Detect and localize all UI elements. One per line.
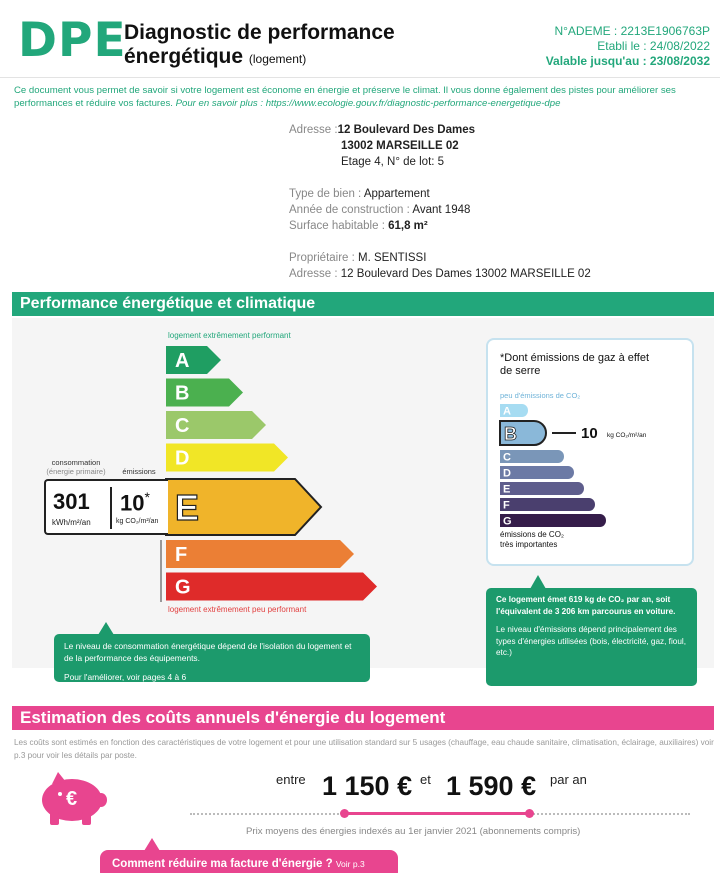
ghg-class-f — [500, 498, 595, 511]
energy-class-label-e: E — [175, 487, 200, 528]
cost-range-min-point — [340, 809, 349, 818]
costs-et: et — [420, 772, 431, 787]
ghg-note: Ce logement émet 619 kg de CO₂ par an, soit l'équivalent de 3 206 km parcourus en voiture. Le niveau d'émissions dépend principalement des types d'énergies utilisées (bois, électricité, gaz, fioul, etc.) — [486, 588, 697, 686]
ghg-class-e — [500, 482, 584, 495]
address-line3: Etage 4, N° de lot: 5 — [341, 156, 445, 168]
ghg-class-label-g: G — [503, 515, 512, 528]
valid-until: Valable jusqu'au : 23/08/2032 — [545, 54, 710, 68]
ghg-class-d — [500, 466, 574, 479]
costs-section-title: Estimation des coûts annuels d'énergie du logement — [12, 706, 714, 730]
costs-min: 1 150 € — [322, 771, 413, 801]
ghg-title: *Dont émissions de gaz à effet de serre — [500, 352, 649, 377]
dpe-logo: DPE — [18, 13, 127, 68]
ghg-top-caption: peu d'émissions de CO₂ — [500, 391, 581, 400]
address-line2: 13002 MARSEILLE 02 — [341, 140, 459, 152]
energy-class-label-a: A — [175, 350, 190, 372]
ademe-number: N°ADEME : 2213E1906763P — [554, 24, 710, 38]
costs-description: Les coûts sont estimés en fonction des caractéristiques de votre logement et pour une utilisation standard sur 5 usages (chauffage, eau chaude sanitaire, climatisation, éclairage, auxiliaires) voir p.3 pour voir les détails par poste. — [14, 738, 714, 760]
ghg-class-label-b: B — [504, 424, 517, 444]
costs-par-an: par an — [550, 772, 587, 787]
energy-class-label-b: B — [175, 382, 190, 405]
ghg-unit: kg CO₂/m²/an — [607, 432, 647, 439]
ghg-class-label-c: C — [503, 451, 511, 464]
ghg-note-pointer — [530, 575, 546, 589]
energy-class-label-d: D — [175, 447, 190, 470]
energy-class-label-g: G — [175, 576, 191, 599]
energy-class-label-c: C — [175, 415, 190, 437]
ghg-value: 10 — [581, 425, 598, 442]
page-title-line2: énergétique (logement) — [124, 45, 307, 68]
cost-range-max-point — [525, 809, 534, 818]
intro-link[interactable]: Pour en savoir plus : https://www.ecologie.gouv.fr/diagnostic-performance-energetique-dpe — [175, 98, 561, 109]
costs-entre: entre — [276, 772, 306, 787]
emissions-unit: kg CO₂/m²/an — [116, 518, 159, 525]
etabli-date: Etabli le : 24/08/2022 — [597, 39, 710, 53]
performance-section-title: Performance énergétique et climatique — [12, 292, 714, 316]
energy-top-caption: logement extrêmement performant — [168, 331, 291, 340]
ghg-class-label-a: A — [503, 405, 511, 418]
costs-max: 1 590 € — [446, 771, 537, 801]
emissions-label: émissions — [122, 467, 156, 476]
emissions-value: 10* — [120, 489, 150, 516]
consumption-label: consommation (énergie primaire) — [46, 458, 106, 476]
reduce-bill-link[interactable]: Comment réduire ma facture d'énergie ? Voir p.3 — [100, 850, 398, 873]
ghg-class-g — [500, 514, 606, 527]
owner-name: M. SENTISSI — [358, 252, 427, 264]
prix-note: Prix moyens des énergies indexés au 1er janvier 2021 (abonnements compris) — [246, 826, 581, 837]
ghg-class-label-f: F — [503, 499, 510, 512]
property-type: Appartement — [363, 188, 430, 200]
consumption-unit: kWh/m²/an — [52, 518, 91, 527]
page-title: Diagnostic de performance — [124, 21, 395, 44]
ghg-class-label-d: D — [503, 467, 511, 480]
ghg-class-label-e: E — [503, 483, 511, 496]
energy-bottom-caption: logement extrêmement peu performant — [168, 605, 307, 614]
owner-address: 12 Boulevard Des Dames 13002 MARSEILLE 02 — [340, 268, 591, 280]
cost-range-bar — [344, 812, 529, 815]
address-line1: 12 Boulevard Des Dames — [337, 124, 476, 136]
title-suffix: (logement) — [248, 52, 307, 66]
ghg-value-connector — [552, 432, 576, 434]
energy-note: Le niveau de consommation énergétique dépend de l'isolation du logement et de la performance des équipements. Pour l'améliorer, voir pages 4 à 6 — [54, 634, 370, 682]
surface: 61,8 m² — [388, 220, 428, 232]
euro-symbol: € — [66, 788, 78, 810]
energy-class-label-f: F — [175, 544, 188, 566]
address-block: Adresse :12 Boulevard Des Dames 13002 MARSEILLE 02 Etage 4, N° de lot: 5 Type de bien : Appartement Année de construction : Avant 1948 Surface habitable : 61,8 m² Propriétaire : M. SENTISSI Adresse : 12 Boulevard Des Dames 13002 MARSEILLE 02 — [289, 124, 591, 280]
intro-text: Ce document vous permet de savoir si votre logement est économe en énergie et préserve le climat. Il vous donne également des pistes pour améliorer ses performances et réduire vos factures. Pour en savoir plus : https://www.ecologie.gouv.fr/diagnostic-performance-energetique-dpe — [14, 85, 676, 109]
construction-year: Avant 1948 — [412, 204, 471, 216]
consumption-value: 301 — [53, 489, 90, 514]
ghg-bottom-caption: émissions de CO₂ très importantes — [500, 530, 565, 549]
